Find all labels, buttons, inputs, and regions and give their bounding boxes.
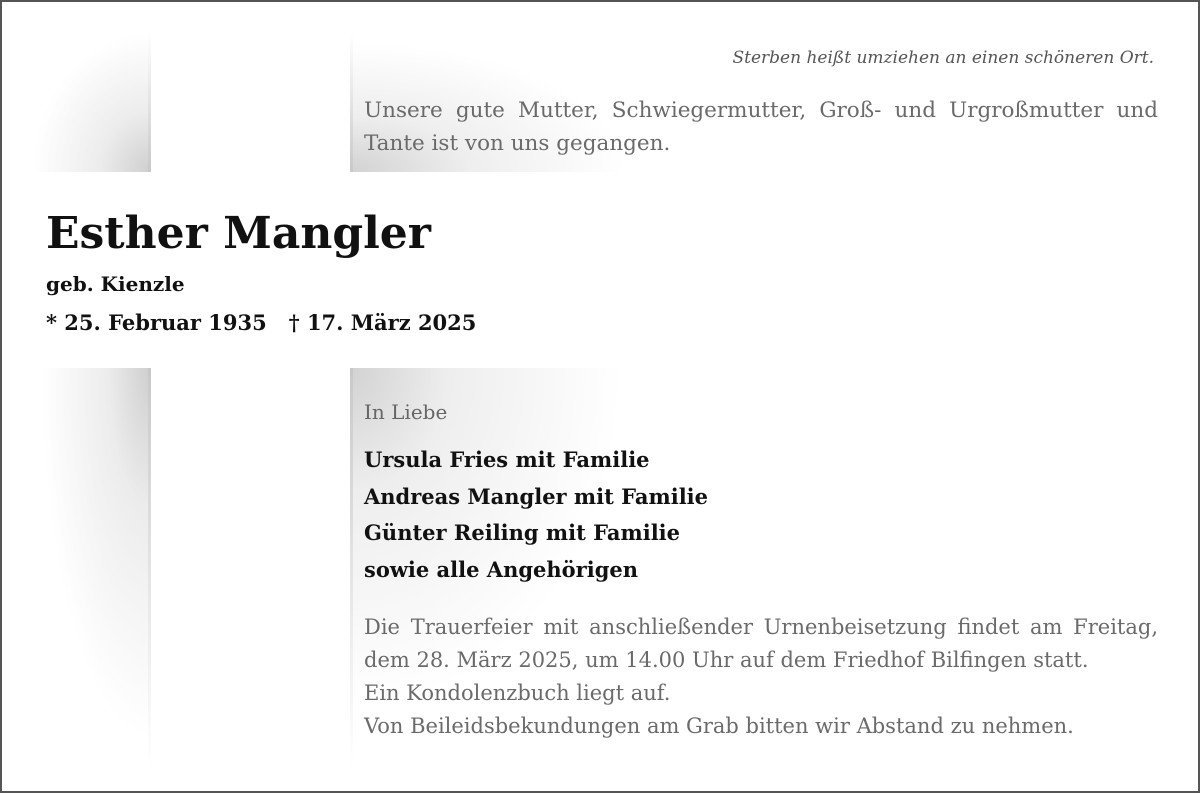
intro-text: Unsere gute Mutter, Schwiegermutter, Groß- und Urgroßmutter und Tante ist von uns gegangen. xyxy=(364,98,1158,156)
mourner-name: Andreas Mangler mit Familie xyxy=(364,483,709,509)
cross-shadow-top-left xyxy=(32,32,150,172)
death-date: † 17. März 2025 xyxy=(288,310,477,335)
funeral-service-text: Die Trauerfeier mit anschließender Urnenbeisetzung findet am Freitag, dem 28. März 2025, um 14.00 Uhr auf dem Friedhof Bilfingen statt. xyxy=(364,615,1158,672)
mourners-heading: In Liebe xyxy=(364,400,448,424)
condolence-book-text: Ein Kondolenzbuch liegt auf. xyxy=(364,681,671,705)
mourner-name: Ursula Fries mit Familie xyxy=(364,447,650,472)
cross-edge xyxy=(350,32,353,172)
motto-quote: Sterben heißt umziehen an einen schöneren Ort. xyxy=(732,48,1154,68)
maiden-name: geb. Kienzle xyxy=(46,272,185,296)
life-dates xyxy=(46,310,476,335)
cross-shadow-bottom-left xyxy=(32,368,150,768)
cross-edge xyxy=(350,368,353,768)
cross-edge xyxy=(148,32,151,172)
mourners-list xyxy=(364,442,708,588)
mourner-name: sowie alle Angehörigen xyxy=(364,556,639,582)
cross-edge xyxy=(148,368,151,768)
birth-date: * 25. Februar 1935 xyxy=(46,310,267,335)
deceased-name: Esther Mangler xyxy=(46,208,431,259)
mourner-name: Günter Reiling mit Familie xyxy=(364,520,681,545)
condolence-request-text: Von Beileidsbekundungen am Grab bitten wir Abstand zu nehmen. xyxy=(364,714,1074,738)
service-info xyxy=(364,611,1158,743)
